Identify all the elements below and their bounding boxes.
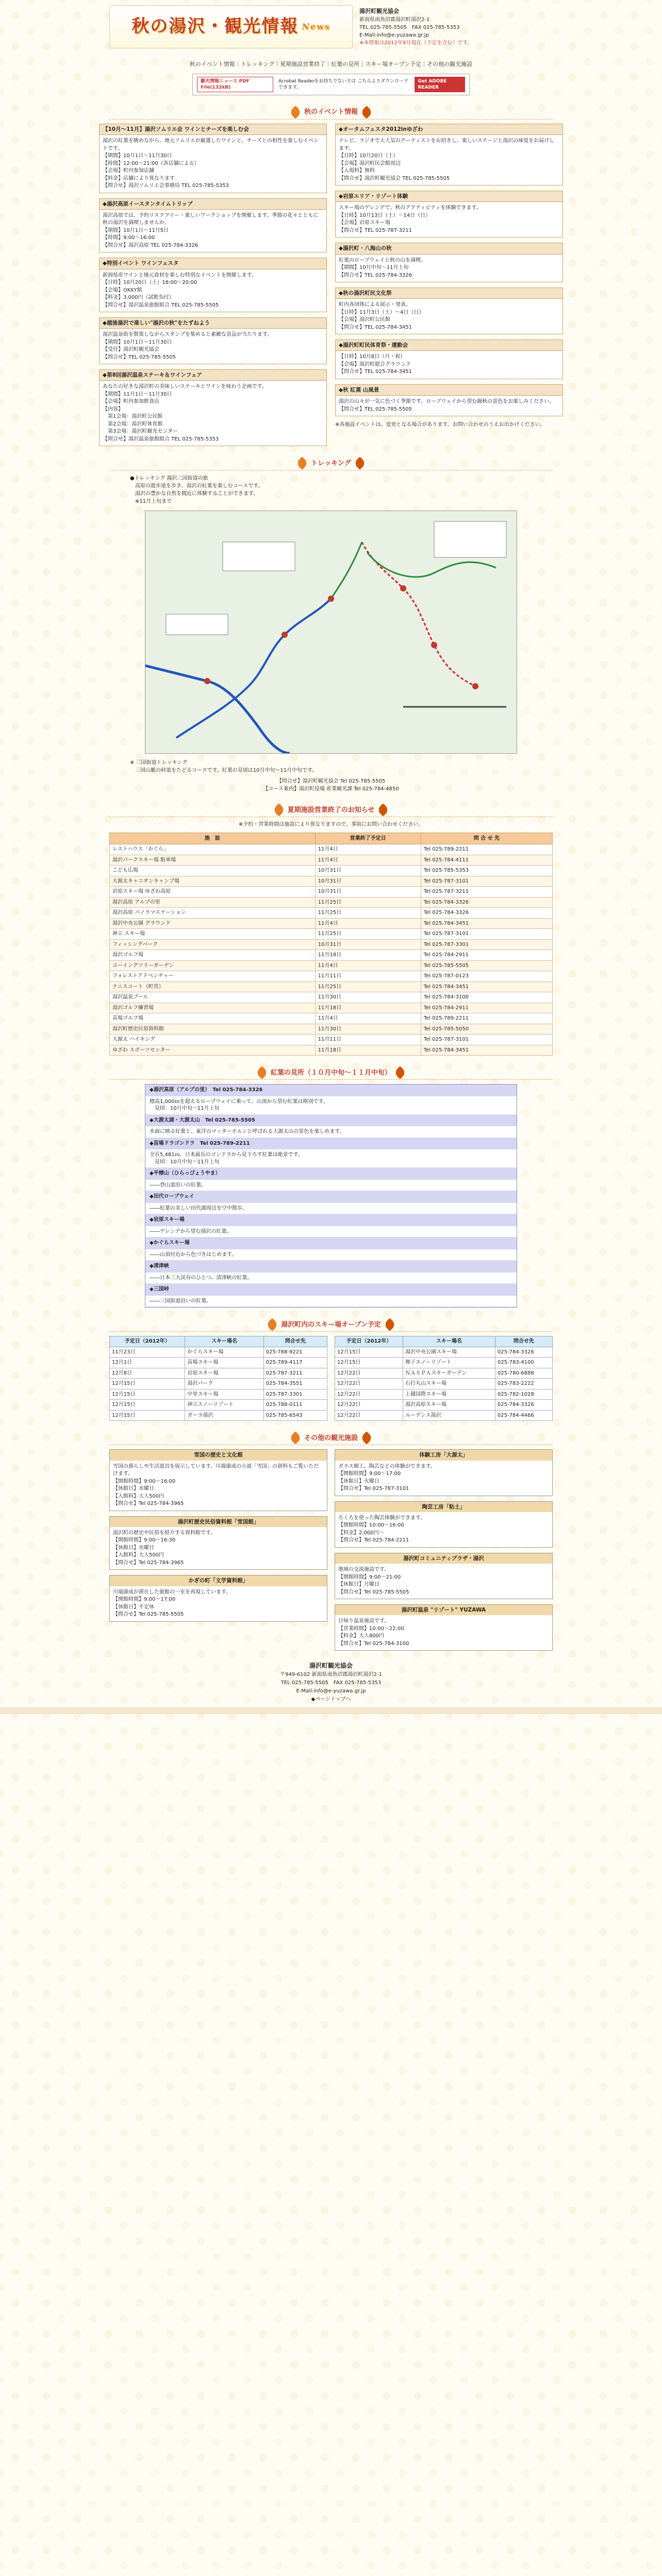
table-cell: 湯沢高原 パノラマステーション [110,908,316,919]
section-events-label: 秋のイベント情報 [304,108,358,116]
table-cell: 11月4日 [315,855,421,866]
assoc-address: 新潟県南魚沼郡湯沢町湯沢2-1 [359,16,430,23]
autumn-spot-desc: ――三国街道沿いの紅葉。 [145,1296,517,1308]
table-cell: 11月4日 [315,1013,421,1024]
facility-card-body: 雪国の暮らしや生活道具を展示しています。川端康成の小説「雪国」の資料もご覧いただけます。 【開館時間】9:00～16:00 【休館日】水曜日 【入館料】大人500円 【問合せ】Tel 025-784-3965 [113,1463,319,1507]
event-card [99,369,327,446]
ski-column-header: 予定日（2012年） [110,1336,185,1347]
autumn-spot-desc: ――山頂付近から色づきはじめます。 [145,1249,517,1261]
facility-card [335,1553,553,1599]
table-cell: Tel 025-789-2211 [421,844,552,855]
event-card-body: スキー場のゲレンデで、秋のアクティビティを体験できます。 【日時】10月13日（土）～14日（日） 【会場】岩原スキー場 【問合せ】TEL 025-787-3211 [339,205,482,233]
event-card [99,124,327,193]
table-cell: 岩原スキー場 [185,1368,263,1379]
table-cell: ガーラ湯沢 [185,1410,263,1421]
event-card-body: 湯沢温泉街を散策しながらスタンプを集めると素敵な景品が当たります。 【期間】10月1日～11月30日 【受付】湯沢町観光協会 【問合せ】TEL 025-785-5505 [103,332,273,360]
autumn-spot-title[interactable]: ◆平標山（ひらっぴょうやま） [145,1168,517,1180]
table-cell: 舞子スノーリゾート [403,1358,495,1368]
event-card [99,258,327,312]
table-cell: Tel 025-787-0123 [421,971,552,982]
table-row [110,866,553,876]
table-cell: Tel 025-784-3326 [421,908,552,919]
section-other-title [109,1431,553,1445]
autumn-list [145,1084,517,1308]
table-cell: 神立スノーリゾート [185,1400,263,1411]
table-cell: 12月15日 [335,1358,403,1368]
table-cell: Tel 025-784-3100 [421,992,552,1003]
table-cell: 11月18日 [315,1045,421,1056]
pdf-note: Acrobat Readerをお持ちでない方は こちらよりダウンロードできます。 [278,78,409,90]
facility-card-body: 日帰り温泉施設です。 【営業時間】10:00～22:00 【料金】大人800円 【問合せ】Tel 025-784-3100 [338,1618,409,1647]
table-cell: 湯沢高原スキー場 [403,1400,495,1411]
table-cell: 11月4日 [315,844,421,855]
facility-card [109,1575,327,1621]
ski-column-header: 問合せ先 [495,1336,552,1347]
table-cell: 11月11日 [315,971,421,982]
table-row [110,1035,553,1045]
table-cell: 大源太 ハイキング [110,1035,316,1045]
table-cell: 大源太キャニオンキャンプ場 [110,876,316,887]
event-card-title[interactable]: ◆特別イベント ワインフェスタ [100,258,326,269]
event-card-body: 湯沢高原では、予約リスクフリー・楽しいワークショップを開催します。季節の花々とともに秋の湯沢を満喫しませんか。 【期間】10月1日～11月5日 【時間】9:00～16:00 【問合せ】湯沢高原 TEL 025-784-3326 [103,212,319,248]
table-cell: 11月30日 [315,1024,421,1035]
event-card [335,384,563,416]
maple-leaf-icon [393,1066,406,1079]
table-row [110,950,553,961]
table-cell: Tel 025-784-3326 [421,897,552,908]
autumn-spot-title[interactable]: ◆苗場ドラゴンドラ Tel 025-789-2211 [145,1138,517,1150]
autumn-spot-desc: 全長5,481ｍ、日本最長のゴンドラから見下ろす紅葉は絶景です。 見頃：10月中旬～11月上旬 [145,1149,517,1168]
event-card-title[interactable]: ◆オータムフェスタ2012inゆざわ [336,124,562,135]
other-left-column [109,1449,327,1651]
table-cell: 12月22日 [335,1410,403,1421]
table-cell: Tel 025-787-3211 [421,887,552,897]
section-autumn-label: 紅葉の見所（１０月中旬～１１月中旬） [270,1069,391,1077]
event-card-title[interactable]: ◆越後湯沢で楽しい"湯沢の秋"をたずねよう [100,318,326,329]
event-card-body: 町内各団体による展示・発表。 【日時】11月3日（土）～4日（日） 【会場】湯沢町公民館 【問合せ】TEL 025-784-3451 [339,302,424,330]
table-cell: 神立 スキー場 [110,929,316,940]
event-card-title[interactable]: 【10月～11月】湯沢ソムリエ会 ワインとチーズを楽しむ会 [100,124,326,135]
trek-map-graphic [145,511,517,753]
site-logo[interactable] [109,5,353,48]
trek-map[interactable] [145,511,517,754]
ski-table-right-body [335,1347,553,1421]
logo-sub: News [302,22,330,32]
facility-card [109,1449,327,1511]
logo-title: 秋の湯沢・観光情報 [131,16,299,37]
section-other-label: その他の観光施設 [304,1434,358,1442]
table-cell: 湯沢ゴルフ場 [110,950,316,961]
assoc-name: 湯沢町観光協会 [359,8,399,14]
table-row [110,971,553,982]
footer-address: 〒949-6102 新潟県南魚沼郡湯沢町湯沢2-1 [280,1672,382,1678]
event-card-body: 湯沢の紅葉を眺めながら、地元ソムリエが厳選したワインと、チーズとの相性を楽しむイベントです。 【期間】10月1日～11月30日 【時間】12:00～21:00（各店舗による） 【会場】町内参加店舗 【料金】店舗により異なります 【問合せ】湯沢ソムリエ会事務局 TEL 025-785-5353 [103,138,319,189]
facility-column-header: 問 合 せ 先 [421,833,552,844]
table-cell: 石打丸山スキー場 [403,1379,495,1389]
ski-table-left-header [110,1336,327,1347]
maple-leaf-icon [360,106,373,118]
facility-card-body: 湯沢町の歴史や民俗を紹介する資料館です。 【開館時間】9:00～16:30 【休館日】水曜日 【入館料】大人500円 【問合せ】Tel 025-784-3965 [113,1530,216,1566]
association-info [359,7,555,47]
table-cell: こども広場 [110,866,316,876]
table-cell: 湯沢中央公園スキー場 [403,1347,495,1358]
table-cell: 025-789-4117 [263,1358,327,1368]
table-cell: ユーイングツリーガーデン [110,960,316,971]
table-cell: Tel 025-787-3101 [421,1035,552,1045]
table-row [110,1045,553,1056]
maple-leaf-icon [255,1066,268,1079]
table-cell: Tel 025-784-3451 [421,918,552,929]
table-cell: 11月25日 [315,908,421,919]
assoc-tel: TEL 025-785-5505 FAX 025-785-5353 [359,24,460,30]
footer [0,1661,662,1704]
table-cell: 12月8日 [110,1368,185,1379]
table-cell: 苗場スキー場 [185,1358,263,1368]
event-card-title[interactable]: ◆岩原エリア・リゾート体験 [336,191,562,202]
facility-card-title[interactable]: 湯沢町コミュニティプラザ・湯沢 [335,1553,552,1564]
table-cell: 11月4日 [315,918,421,929]
event-card-body: 紅葉のロープウェイと秋の山を満喫。 【期間】10月中旬～11月上旬 【問合せ】TEL 025-784-3326 [339,257,426,278]
table-cell: 025-785-6543 [263,1410,327,1421]
ski-table-right [335,1336,553,1421]
pdf-download-box [192,74,470,95]
assoc-note: ※本情報は2012年9月現在（予定を含む）です。 [359,40,473,46]
table-row [110,1013,553,1024]
table-cell: 025-788-9221 [263,1347,327,1358]
table-cell: Tel 025-784-2911 [421,1003,552,1013]
maple-leaf-icon [377,804,390,817]
table-cell: 025-787-3211 [263,1368,327,1379]
ski-column-header: スキー場名 [403,1336,495,1347]
table-row [110,1368,327,1379]
section-trek-title [109,456,553,470]
table-cell: かぐらスキー場 [185,1347,263,1358]
table-cell: 11月4日 [315,960,421,971]
maple-leaf-icon [383,1318,396,1331]
table-cell: 11月18日 [315,950,421,961]
table-row [110,1347,327,1358]
table-row [110,960,553,971]
table-cell: 025-784-3326 [495,1347,552,1358]
facility-card-title[interactable]: 体験工房「大源太」 [335,1450,552,1460]
footer-email[interactable]: E-Mail:info@e-yuzawa.gr.jp [296,1688,366,1694]
footer-name: 湯沢町観光協会 [309,1662,353,1670]
trek-section [99,474,563,793]
table-cell: Tel 025-784-3451 [421,1045,552,1056]
footer-tel: TEL 025-785-5505 FAX 025-785-5353 [280,1680,382,1686]
table-row [110,1358,327,1368]
facility-notice: ※予約・営業時間は施設により異なりますので、事前にお問い合わせください。 [238,822,424,828]
autumn-spot-desc: ――登山道沿いの紅葉。 [145,1180,517,1192]
event-card-title[interactable]: ◆第8回湯沢温泉ステーキ＆ワインフェア [100,370,326,381]
table-cell: 10月31日 [315,939,421,950]
event-card [335,340,563,379]
maple-leaf-icon [266,1318,278,1331]
table-cell: 10月31日 [315,876,421,887]
table-row [335,1347,553,1358]
table-cell: 025-783-2222 [495,1379,552,1389]
table-row [110,1003,553,1013]
table-cell: 上越国際スキー場 [403,1389,495,1400]
events-right-list [335,124,563,416]
pdf-link[interactable]: 観光情報ニュース PDF File(132kB) [197,77,273,92]
table-cell: 12月15日 [110,1410,185,1421]
facility-table-body [110,844,553,1056]
events-grid [99,124,563,446]
table-row [335,1410,553,1421]
table-cell: テニスコート（町営） [110,981,316,992]
section-events-title [109,106,553,120]
event-card-body: 湯沢の山々が一気に色づく季節です。ロープウェイから望む錦秋の景色をお楽しみください。 【問合せ】TEL 025-785-5505 [339,399,555,412]
facility-card-title[interactable]: 陶芸工房「粘土」 [335,1502,552,1512]
table-cell: ＮＡＳＰＡスキーガーデン [403,1368,495,1379]
table-cell: 湯沢高原 アルプの里 [110,897,316,908]
section-autumn-title [109,1066,553,1080]
maple-leaf-icon [353,457,366,470]
autumn-spot-desc: ――ゲレンデから望む湯沢の紅葉。 [145,1226,517,1238]
event-card [335,243,563,282]
table-cell: 12月15日 [335,1347,403,1358]
ski-table-left-body [110,1347,327,1421]
section-facility-title [109,803,553,817]
ski-column-header: 問合せ先 [263,1336,327,1347]
table-cell: ルーデンス湯沢 [403,1410,495,1421]
table-row [335,1358,553,1368]
table-cell: 11月11日 [315,1035,421,1045]
table-cell: 10月31日 [315,866,421,876]
table-cell: Tel 025-785-5050 [421,1024,552,1035]
table-row [110,1410,327,1421]
table-cell: 12月15日 [110,1389,185,1400]
facility-card-title[interactable]: 雪国の歴史と文化館 [110,1450,327,1460]
table-cell: 湯沢パークスキー場 駐車場 [110,855,316,866]
table-cell: Tel 025-787-3301 [421,939,552,950]
event-card [335,124,563,185]
table-row [110,992,553,1003]
table-cell: 025-787-3301 [263,1389,327,1400]
table-cell: 湯沢パーク [185,1379,263,1389]
ski-column-header: スキー場名 [185,1336,263,1347]
event-card [99,198,327,253]
table-cell: 11月30日 [315,992,421,1003]
event-card [335,191,563,238]
facility-card-body: ガラス細工、陶芸などの体験ができます。 【開館時間】9:00～17:00 【休館日】火曜日 【問合せ】Tel 025-787-3101 [338,1463,436,1492]
ski-table-left [109,1336,327,1421]
maple-leaf-icon [289,106,302,118]
table-row [110,897,553,908]
event-card-title[interactable]: ◆湯沢町町民体育祭・運動会 [336,340,562,351]
events-left-column [99,124,327,446]
maple-leaf-icon [296,457,309,470]
table-cell: フィッシングパーク [110,939,316,950]
facility-column-header: 営業終了予定日 [315,833,421,844]
table-row [110,1400,327,1411]
table-row [110,908,553,919]
table-cell: 湯沢町歴史民俗資料館 [110,1024,316,1035]
table-cell: 苗場ゴルフ場 [110,1013,316,1024]
facility-card-title[interactable]: 湯沢町温泉 "リゾート" YUZAWA [335,1605,552,1615]
table-cell: ゆざわ スポーツセンター [110,1045,316,1056]
page-top-link[interactable]: ◆ページトップへ [311,1697,351,1703]
facility-table-header [110,833,553,844]
assoc-email[interactable]: E-Mail:info@e-yuzawa.gr.jp [359,32,429,38]
table-row [335,1400,553,1411]
table-row [110,1379,327,1389]
event-card-title[interactable]: ◆湯沢高原イースタンタイムトリップ [100,199,326,210]
table-cell: 湯沢ゴルフ練習場 [110,1003,316,1013]
event-card [99,317,327,364]
table-row [110,1389,327,1400]
facility-card-body: 地域の交流施設です。 【開館時間】9:00～21:00 【休館日】月曜日 【問合せ】Tel 025-785-5505 [338,1567,409,1595]
events-right-column [335,124,563,446]
table-cell: フォレストアドベンチャー [110,971,316,982]
table-cell: 025-784-3551 [263,1379,327,1389]
autumn-spot-title[interactable]: ◆湯沢高原（アルプの里） Tel 025-784-3326 [145,1084,517,1096]
trek-note: ※ 三国街道トレッキング 三国山脈の峠道をたどるコースです。紅葉の見頃は10月中旬～11月中旬です。 [130,760,318,774]
bottom-bar [0,1707,662,1714]
table-cell: Tel 025-787-3101 [421,876,552,887]
maple-leaf-icon [289,1432,302,1445]
other-right-column [335,1449,553,1651]
autumn-spot-title[interactable]: ◆清津峡 [145,1261,517,1273]
table-row [110,876,553,887]
table-cell: 025-784-4466 [495,1410,552,1421]
autumn-spot-title[interactable]: ◆田代ロープウェイ [145,1191,517,1203]
facility-card [335,1501,553,1548]
table-cell: 11月18日 [315,1003,421,1013]
facility-card [335,1449,553,1496]
autumn-spot-title[interactable]: ◆岩原スキー場 [145,1214,517,1226]
other-facilities [109,1449,553,1651]
event-card [335,287,563,334]
ski-tables [109,1336,553,1421]
table-cell: 中里スキー場 [185,1389,263,1400]
table-cell: 025-783-4100 [495,1358,552,1368]
maple-leaf-icon [360,1432,373,1445]
table-cell: 025-782-1028 [495,1389,552,1400]
table-cell: 025-788-0111 [263,1400,327,1411]
facility-card-title[interactable]: かぎの町「文学資料館」 [110,1575,327,1586]
table-cell: 12月22日 [335,1389,403,1400]
facility-card-body: 川端康成が滞在した旅館の一室を再現しています。 【開館時間】9:00～17:00 【休館日】不定休 【問合せ】Tel 025-785-5505 [113,1589,231,1617]
events-note: ※各施設イベントは、変更となる場合があります。お問い合わせのうえお出かけください。 [335,422,545,428]
table-cell: Tel 025-787-3101 [421,929,552,940]
autumn-spot-title[interactable]: ◆三国峠 [145,1284,517,1296]
facility-card-body: ろくろを使った陶芸体験ができます。 【開館時間】10:00～16:00 【料金】2,000円～ 【問合せ】Tel 025-784-2211 [338,1515,426,1544]
table-row [110,918,553,929]
table-cell: 11月25日 [315,929,421,940]
event-card-body: 新潟県産ワインと地元食材を楽しむ特別なイベントを開催します。 【日時】10月20日（土）16:00～20:00 【会場】OKKY館 【料金】3,000円（試飲券付） 【問合せ】湯沢温泉旅館組合 TEL 025-785-5505 [103,272,257,308]
table-cell: 12月15日 [110,1400,185,1411]
table-cell: 12月22日 [335,1400,403,1411]
table-cell: 025-784-3326 [495,1400,552,1411]
autumn-spot-title[interactable]: ◆大源太湖・大源太山 Tel 025-785-5505 [145,1115,517,1127]
facility-table [109,833,553,1056]
table-row [335,1368,553,1379]
table-cell: 11月25日 [315,981,421,992]
header [109,0,553,57]
table-cell: Tel 025-785-5505 [421,960,552,971]
table-row [110,844,553,855]
table-row [110,929,553,940]
top-nav[interactable]: 秋のイベント情報｜トレッキング｜夏期施設営業終了｜紅葉の見所｜スキー場オープン予定｜その他の観光施設 [189,61,473,67]
table-cell: 12月15日 [110,1379,185,1389]
autumn-spot-desc: ――紅葉の美しい田代湖周辺を空中散歩。 [145,1203,517,1215]
ski-table-right-header [335,1336,553,1347]
table-cell: Tel 025-785-5353 [421,866,552,876]
table-row [110,855,553,866]
table-cell: レストハウス「かぐら」 [110,844,316,855]
acrobat-badge[interactable]: Get ADOBE READER [415,77,465,92]
table-cell: 11月23日 [110,1347,185,1358]
table-cell: 湯沢温泉プール [110,992,316,1003]
table-row [110,981,553,992]
table-cell: 11月25日 [315,897,421,908]
trek-description: ●トレッキング 湯沢三国街道の旅 高原の遊歩道を歩き、湯沢の紅葉を楽しむコースです。 湯沢の豊かな自然を間近に体験することができます。 ※11月上旬まで [130,476,263,505]
table-cell: 10月31日 [315,887,421,897]
table-cell: Tel 025-784-3451 [421,981,552,992]
maple-leaf-icon [272,804,285,817]
autumn-spot-desc: 標高1,000ｍを超えるロープウェイに乗って、山頂から望む紅葉は格別です。 見頃：10月中旬～11月上旬 [145,1096,517,1115]
autumn-spot-desc: 水面に映る紅葉と、東洋のマッターホルンと呼ばれる大源太山の景色を楽しめます。 [145,1126,517,1138]
trek-contact: 【問合せ】湯沢町観光協会 Tel 025-785-5505 【コース案内】湯沢町役場 産業観光課 Tel 025-784-4850 [263,778,399,792]
table-cell: 12月22日 [335,1379,403,1389]
table-row [335,1379,553,1389]
table-cell: Tel 025-789-2211 [421,1013,552,1024]
table-cell: 岩原スキー場 ゆざわ高原 [110,887,316,897]
ski-column-header: 予定日（2012年） [335,1336,403,1347]
table-cell: 12月22日 [335,1368,403,1379]
event-card-title[interactable]: ◆秋の湯沢町民文化祭 [336,288,562,299]
event-card-body: テレビ、ラジオで大人気のアーティストをお招きし、楽しいステージと湯沢の味覚をお届けします。 【日時】10月20日（土） 【会場】湯沢町民会館周辺 【入場料】無料 【問合せ】湯沢町観光協会 TEL 025-785-5505 [339,138,555,181]
event-card-body: あなたの好きな湯沢町の美味しいステーキとワインを味わう企画です。 【期間】11月1日～11月30日 【会場】町内参加飲食店 【内容】 第1会場：湯沢町公民館 第2会場：湯沢町体育館 第3会場：湯沢町観光センター 【問合せ】湯沢温泉旅館組合 TEL 025-785-5353 [103,384,267,442]
table-cell: Tel 025-784-2911 [421,950,552,961]
event-card-title[interactable]: ◆秋 紅葉 山風景 [336,385,562,396]
table-cell: 湯沢中央公園 グラウンド [110,918,316,929]
table-row [335,1389,553,1400]
facility-column-header: 施 設 [110,833,316,844]
event-card-title[interactable]: ◆湯沢町・八海山の秋 [336,243,562,254]
table-cell: Tel 025-784-4111 [421,855,552,866]
autumn-spot-desc: ――日本三大渓谷のひとつ、清津峡の紅葉。 [145,1273,517,1284]
table-row [110,1024,553,1035]
table-cell: 12月1日 [110,1358,185,1368]
facility-card [109,1516,327,1570]
event-card-body: 【日時】10月8日（月・祝） 【会場】湯沢町総合グラウンド 【問合せ】TEL 025-784-3451 [339,354,412,375]
section-ski-title [109,1318,553,1332]
section-ski-label: 湯沢町内のスキー場オープン予定 [281,1320,381,1329]
table-row [110,939,553,950]
facility-card [335,1604,553,1651]
table-cell: 025-780-6888 [495,1368,552,1379]
autumn-spot-title[interactable]: ◆かぐらスキー場 [145,1238,517,1249]
section-trek-label: トレッキング [311,459,351,467]
section-facility-label: 夏期施設営業終了のお知らせ [287,806,375,814]
table-row [110,887,553,897]
facility-card-title[interactable]: 湯沢町歴史民俗資料館「雪国館」 [110,1517,327,1527]
